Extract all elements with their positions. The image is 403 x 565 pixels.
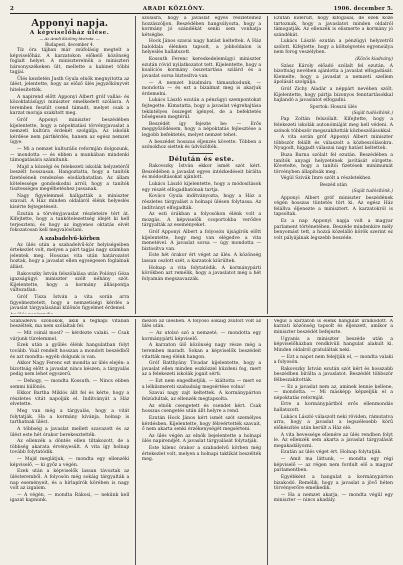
paragraph: — Az utolsó szó a nemzeté, — mondotta egy kormánypárti képviselő. [141, 331, 262, 342]
paragraph: Gróf Apponyi Albert a folyosón újságírók előtt kijelentette, hogy meg van elégedve a vita menetével. A javaslat sorsa — úgy mondotta — biztosítva van. [141, 230, 262, 252]
paragraph: Egyébként a hangulat a kormánypárton bizakodó. Remélik, hogy a javaslat a jövő héten törvényerőre emelkedik. [273, 474, 393, 492]
paragraph: Gróf Zichy Aladár a néppárt nevében szólt. Kijelentette, hogy pártja bizonyos fenntartásokkal hajlandó a javaslatot elfogadni. [273, 87, 393, 104]
paragraph: Lukács László kijelentette, hogy a módosítások egy részét elfogadhatónak tartja. [141, 182, 262, 193]
paragraph: Kossuth Ferenc kereskedelemügyi miniszter ezután rövid nyilatkozatot tett. Kijelentette, hogy a koalíciós kormány összetartása szilárd és a javaslat sorsa biztosítva van. [141, 57, 262, 79]
paragraph: Meg van még a tárgyalás, hogy a vitát folytatják. Ha a kormány kívánja, holnap is tarthatnak ülést. [10, 409, 130, 426]
paragraph: Este hét órakor ért véget az ülés. A közönség lassan oszlott szét, a karzatok kiürültek. [141, 253, 262, 264]
paragraph: Végül a karzaton is élénk hangulat uralkodott. A karzati közönség tapsolt és éljenzett, amikor a miniszter beszédét befejezte. [273, 318, 393, 335]
column-3 [274, 16, 393, 314]
paragraph: Az ülés után a szabadelvű-kör helyiségeiben értekezlet volt, melyen a párt tagjai nagy számban jelentek meg. Hosszas vita után határozatot hoztak, hogy a javaslat ellen egységesen foglalnak állást. [10, 242, 130, 270]
paragraph: Nagy figyelemmel hallgatták a miniszter szavait. A Ház minden oldaláról élénk helyeslés kísérte fejtegetéseit. [10, 193, 130, 210]
bottom-section [10, 319, 393, 565]
paragraph: Az ellenzék a döntés ellen tiltakozott, de a többség akarata érvényesült. A vita így holnap tovább folytatódik. [10, 439, 130, 456]
article-dateline: Budapest, december 4. [45, 42, 95, 47]
source-note: (Közös kiadvány) [355, 57, 393, 63]
paragraph: szólásra, hogy a javaslat egyes részleteihez hozzászóljon. Beszédében hangsúlyozta, hogy a kormány jó szándékát senki sem vonhatja kétségbe. [141, 16, 262, 38]
paragraph: — A végén, — mondta Rákosi, — nekünk kell igazat kapnunk. [10, 492, 130, 504]
page-number: 2 [10, 6, 14, 12]
paragraph: — Ezt a napot nem felejtjük el, — mondta valaki a folyosón. [273, 354, 393, 366]
paragraph: A napirend előtt Apponyi Albert gróf vallás- és közoktatásügyi miniszter emelkedett szólásra. A teremben feszült csend támadt, melyet csak a karzat moraja szakított meg. [10, 94, 130, 117]
paragraph: A többség a javaslat mellett szavazott és az ülést este hét órakor berekesztették. [10, 427, 130, 438]
paragraph: Az ülés végén az elnök bejelentette a holnapi ülés napirendjét. A javaslat tárgyalását folytatják. [141, 433, 262, 445]
paragraph: Ugyanis a miniszter beszéde után a képviselőházban rendkívüli hangulat alakult ki. Minden oldalról gratuláltak neki. [273, 336, 393, 353]
source-note: (Saját tudósítónk.) [351, 189, 393, 195]
paragraph: Lukács László ezután a pénzügyi helyzetről szólott. Kifejtette, hogy a költségvetés egyensúlya nem forog veszélyben. [273, 39, 393, 56]
bottom-column-1 [10, 319, 129, 565]
paragraph: Rakovszky István ezután szót kért és hosszabb beszédben bírálta a javaslatot. Beszédét többször félbeszakították. [273, 366, 393, 383]
paragraph: Szavai nagy zajt keltettek. A kormánypárton felzúdultak, az ellenzék megtapsolta. [141, 391, 262, 402]
paragraph: Apponyi Albert gróf miniszter beszédének végén hosszas tüntetés tört ki. Az egész Ház felállva éljenezte a minisztert. A karzatokról is tapsoltak. [273, 195, 393, 218]
paragraph: Szász Károly előadó szólalt fel ezután. A bizottság nevében ajánlotta a javaslat elfogadását. Kiemelte, hogy a javaslat a nemzeti szellem ápolását szolgálja. [273, 63, 393, 86]
paragraph: Erre a kormánypártból erős ellenmondás hallatszott. [273, 402, 393, 414]
column-divider [135, 319, 136, 565]
paragraph: A vita hevessége ellenére az ülés rendben folyt le. Az ellenzék sem akarta a javaslat tárgyalását megakadályozni. [273, 432, 393, 449]
paragraph: Végül Szivák Imre szólt a részletekhez. [280, 176, 372, 182]
paragraph: A vita során gróf Apponyi Albert miniszter többször felállt és válaszolt a közbeszólásokra. Nyugodt, higgadt válaszai nagy hatást keltettek. [273, 135, 393, 152]
column-divider [267, 16, 268, 314]
paragraph: Lukács László válaszolt neki röviden, rámutatva arra, hogy a javaslat a legszélesebb körű előkészítés után került a Ház elé. [273, 414, 393, 431]
paragraph: A karzaton ülő közönség nagy része még a teremben maradt. Sokan a képviselők beszédeit vitatták meg élénk hangon. [141, 343, 262, 360]
paragraph: Ezután a törvényjavaslat részleteire tért át. Kifejtette, hogy a tankötelezettség idejét ki kell terjeszteni, és hogy az ingyenes oktatás elvét fokozatosan kell megvalósítani. [10, 211, 130, 234]
paragraph: — Majd meglátjuk, — mondta egy ellenzéki képviselő, — ki győz a végén. [10, 457, 130, 468]
paragraph: Gróf Batthyány Tivadar kijelentette, hogy a javaslat ellen minden eszközzel küzdeni fog, mert az a felekezeti iskolák jogait sérti. [141, 361, 262, 378]
paragraph: — Ha a nemzet akarja, — mondta végül egy miniszter — nincs akadály. [273, 492, 393, 504]
paragraph: Az esti órákban a folyosókon élénk volt a mozgás. A képviselők csoportokba verődve tárgyalták az eseményeket. [141, 212, 262, 229]
paragraph: Rakovszky István felszólalása után Polónyi Géza igazságügyi miniszter szólt néhány szót. Kijelentette, hogy a kormány álláspontja változatlan. [10, 271, 130, 294]
paragraph: Ez a nap Apponyi napja volt a magyar parlament történetében. Beszéde mindenkire mély benyomást tett, a hozzá közelálló körök szerint ez volt pályájának legszebb beszéde. [273, 219, 393, 241]
subheading: Beszéd után [319, 183, 347, 189]
paragraph: Buza Barna szólalt fel ezután. Beszédében a tanítók anyagi helyzetének javítását sürgette. Követelte, hogy a tanítói fizetések minimumát törvényben állapítsák meg. [273, 153, 393, 175]
paragraph: — Amit ma láttunk, — mondta egy régi képviselő — az régen nem fordult elő a magyar parlamentben. [273, 457, 393, 474]
paragraph: Beszédét így fejezte be: — Erős meggyőződésem, hogy a népoktatás fejlesztése a legjobb befektetés, melyet nemzet tehet. [141, 121, 262, 138]
paragraph: Ezek után a képviselők lassan távoztak az ülésteremből. A folyosón még sokáig tárgyalták a nap eseményeit, és a hírlapírók körében is nagy volt az izgalom. [10, 469, 130, 492]
paragraph: Ezután Hock János kért ismét szót személyes kérdésben. Kijelentette, hogy félreértették szavait, ő nem akarta senki érzékenységét megsérteni. [141, 415, 262, 433]
paragraph: Este kilenc órakor a szabadelvű körben még értekezlet volt, melyen a holnapi taktikát beszélték meg. [141, 446, 262, 463]
article-subtitle: A képviselőház ülése. [29, 30, 110, 36]
paragraph: Pap Zoltán felszólalt. Kifejtette, hogy a felekezeti iskolák autonómiáját meg kell védeni. A szónok többször megszakították közbeszólásokkal. [273, 117, 393, 134]
paragraph: Lukács László ezután a pénzügyi szempontokat fejtegette. Kimutatta, hogy a javaslat végrehajtása tekintélyes összeget igényel, de a befektetés bőségesen megtérül. [141, 98, 262, 121]
paragraph: Rakovszky István ekkor ismét szót kért. Beszédében a javaslat egyes intézkedéseit bírálta és módosításokat ajánlott. [141, 164, 262, 181]
bottom-column-3 [274, 319, 393, 565]
paragraph: — Ezt nem engedhetjük, — kiáltotta — mert ez a lelkiismereti szabadság megsértése volna! [141, 379, 262, 390]
paragraph: Gróf Apponyi miniszter beszédében kijelentette, hogy a népoktatási törvényjavaslat a nemzeti kultúra érdekét szolgálja. Az iskolák kérdése nem pártkérdés, hanem az egész nemzet ügye. [10, 118, 130, 146]
paragraph: Ezek után a gyűlés élénk hangulatban folyt tovább. Vaál rendelt hosszan a mondott beszédből és azt mondta: egyéb dolgunk is van. [10, 343, 130, 360]
paragraph: Ezután az ülés véget ért. Holnap folytatják. [280, 450, 382, 456]
paragraph: — A nemzet bizalmára támaszkodunk, — mondotta — és ezt a bizalmat meg is akarjuk érdemelni. [141, 80, 262, 97]
paragraph: Ezután kiderült, hogy kifogásai, de ezek közé tartoznak, hogy a javaslatot minden oldalról támogatják. Az ellenzék is elismerte a kormány jó szándékát. [273, 16, 393, 38]
paragraph: Majd a községi és felekezeti iskolák helyzetéről beszélt hosszasan. Hangoztatta, hogy a tanítók fizetésének rendezése elodázhatatlan. Az állam kötelessége gondoskodni arról, hogy a tanítók tisztességes megélhetéshez jussanak. [10, 164, 130, 193]
paragraph: Hock János szavai nagy hatást keltettek. A Ház baloldala élénken tapsolt, a jobboldalon is helyeslés hallatszott. [141, 39, 262, 56]
subheading: A szabadelvű-körben [39, 235, 100, 242]
paragraph: Gróf Tisza István a vita során arra figyelmeztetett, hogy a nemzetiségi kérdés a javaslat tárgyalásánál különös figyelmet érdemel. [10, 295, 130, 312]
column-1 [10, 16, 129, 314]
issue-date: 1906. december 5. [333, 6, 393, 12]
top-section [10, 16, 393, 314]
column-divider [267, 319, 268, 565]
bottom-column-2 [142, 319, 261, 565]
newspaper-name: ARADI KÖZLÖNY. [142, 6, 205, 12]
paragraph: Ekkor Bartha Miklós állt fel és kérte, hogy a részletes vitát napolják el. Indítványát a Ház elvetette. [10, 391, 130, 408]
column-2 [142, 16, 261, 314]
section-rule [189, 153, 213, 154]
paragraph: Ülés kezdetén Justh Gyula elnök megnyitotta az ülést, jelentette, hogy az előző ülés jegyzőkönyvét hitelesítették. [10, 76, 130, 94]
paragraph: — Dehogy, — mondta Kossuth. — Nincs ebben semmi különös. [10, 379, 130, 390]
page-header [10, 6, 393, 14]
paragraph: Kovács Gyula indítványozta, hogy a Ház a részletes tárgyalást a holnapi ülésen folytassa. Az indítványt elfogadták. [141, 194, 262, 211]
paragraph: Akkor Nagy Ferenc ezt mondta az ülés elején: a bizottság előtt a javaslat nincs készen, a tárgyalás pedig nem lehet egyszerű. [10, 361, 130, 378]
source-note: (Saját tudósítónk.) [351, 110, 393, 116]
paragraph: Tíz óra tájban már zsúfolásig megtelt a képviselőház. A karzatokon előkelő közönség foglalt helyet. A miniszterelnök a miniszteri bársonyszékeken ült, mellette a kabinet többi tagjai. [10, 48, 130, 76]
paragraph: — Mit csinál most? — kérdezte valaki. — Csak várjunk türelemmel. [10, 331, 130, 342]
article-byline: — Az Aradi Közlöny távirata. — [39, 36, 100, 41]
paragraph: Szabadelvű szónokok, akik a tegnapi vitában beszéltek, ma nem szólaltak fel. [10, 318, 130, 330]
paragraph: Holnap a vita folytatódik. A kormánypárti körökben azt remélik, hogy a javaslatot még a hét folyamán megszavazzák. [141, 265, 262, 282]
list-heading [10, 313, 129, 314]
paragraph: A beszédet hosszas éljenzés követte. Többen a szónokhoz siettek és üdvözölték. [141, 139, 262, 151]
paragraph: mezőn az ülésben. A folyosó sokáig zsúfolt volt az ülés után. [141, 318, 262, 330]
column-divider [135, 16, 136, 314]
section-heading: Délután és este. [168, 155, 235, 164]
section-rule [10, 316, 393, 317]
paragraph: — Ez a javaslat nem az, aminek lennie kellene, — mondotta. — Mi másképp képzeljük el a népoktatás reformját. [273, 384, 393, 401]
article-title: Apponyi napja. [31, 17, 109, 29]
paragraph: — Mi a nemzet kulturális reformján dolgozunk, — mondotta — és ebben a munkában mindenki támogatására számítunk. [10, 147, 130, 164]
subheading: Sportok: Hosszú ülés [309, 104, 357, 110]
paragraph: Az elnök csengetett és csendet kért. Csak hosszas csengetés után állt helyre a rend. [141, 403, 262, 415]
